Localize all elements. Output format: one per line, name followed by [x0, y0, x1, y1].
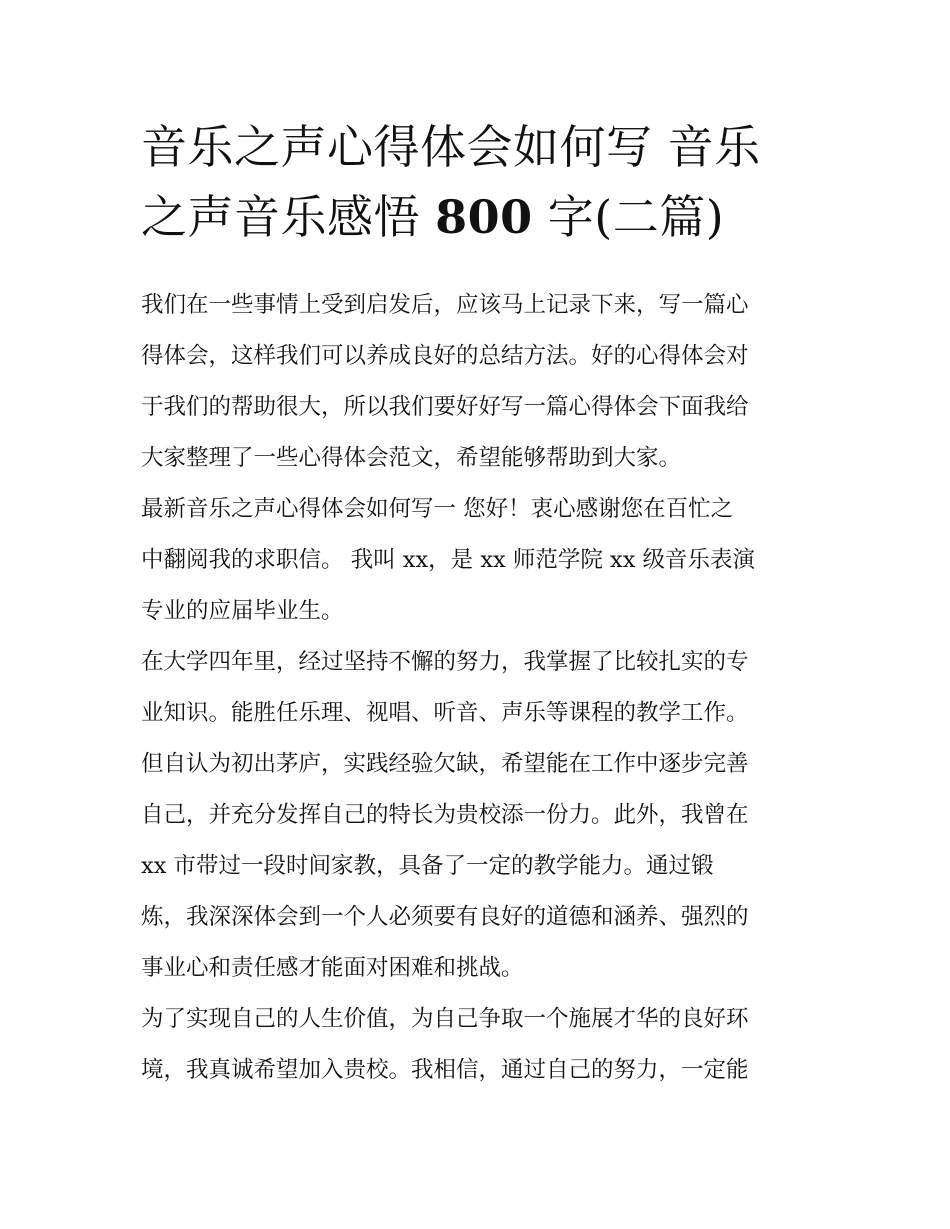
paragraph-line: 于我们的帮助很大，所以我们要好好写一篇心得体会下面我给 — [141, 394, 749, 420]
paragraph-line: 但自认为初出茅庐，实践经验欠缺，希望能在工作中逐步完善 — [141, 751, 749, 777]
title-line-2-text-a: 之声音乐感悟 — [141, 190, 420, 244]
document-title — [141, 112, 813, 252]
paragraph-line: xx 市带过一段时间家教，具备了一定的教学能力。通过锻 — [141, 853, 714, 879]
title-line-2 — [141, 182, 813, 252]
greeting-paragraph — [141, 484, 813, 637]
closing-paragraph — [141, 994, 813, 1096]
experience-paragraph — [141, 637, 813, 994]
title-line-2-text-c: 字(二篇) — [547, 190, 725, 244]
title-word-count: 800 — [435, 190, 533, 244]
paragraph-line: 中翻阅我的求职信。 我叫 xx，是 xx 师范学院 xx 级音乐表演 — [141, 547, 756, 573]
paragraph-line: 最新音乐之声心得体会如何写一 您好！衷心感谢您在百忙之 — [141, 496, 734, 522]
paragraph-line: 炼，我深深体会到一个人必须要有良好的道德和涵养、强烈的 — [141, 904, 749, 930]
paragraph-line: 为了实现自己的人生价值，为自己争取一个施展才华的良好环 — [141, 1006, 749, 1032]
paragraph-line: 事业心和责任感才能面对困难和挑战。 — [141, 955, 524, 981]
paragraph-line: 自己，并充分发挥自己的特长为贵校添一份力。此外，我曾在 — [141, 802, 749, 828]
document-body — [141, 112, 813, 1096]
intro-paragraph — [141, 280, 813, 484]
paragraph-line: 专业的应届毕业生。 — [141, 598, 344, 624]
paragraph-line: 在大学四年里，经过坚持不懈的努力，我掌握了比较扎实的专 — [141, 649, 749, 675]
paragraph-line: 大家整理了一些心得体会范文，希望能够帮助到大家。 — [141, 445, 682, 471]
paragraph-line: 业知识。能胜任乐理、视唱、听音、声乐等课程的教学工作。 — [141, 700, 749, 726]
paragraph-line: 境，我真诚希望加入贵校。我相信，通过自己的努力，一定能 — [141, 1057, 749, 1083]
title-line-1: 音乐之声心得体会如何写 音乐 — [141, 120, 761, 174]
paragraph-line: 得体会，这样我们可以养成良好的总结方法。好的心得体会对 — [141, 343, 749, 369]
paragraph-line: 我们在一些事情上受到启发后，应该马上记录下来，写一篇心 — [141, 292, 749, 318]
